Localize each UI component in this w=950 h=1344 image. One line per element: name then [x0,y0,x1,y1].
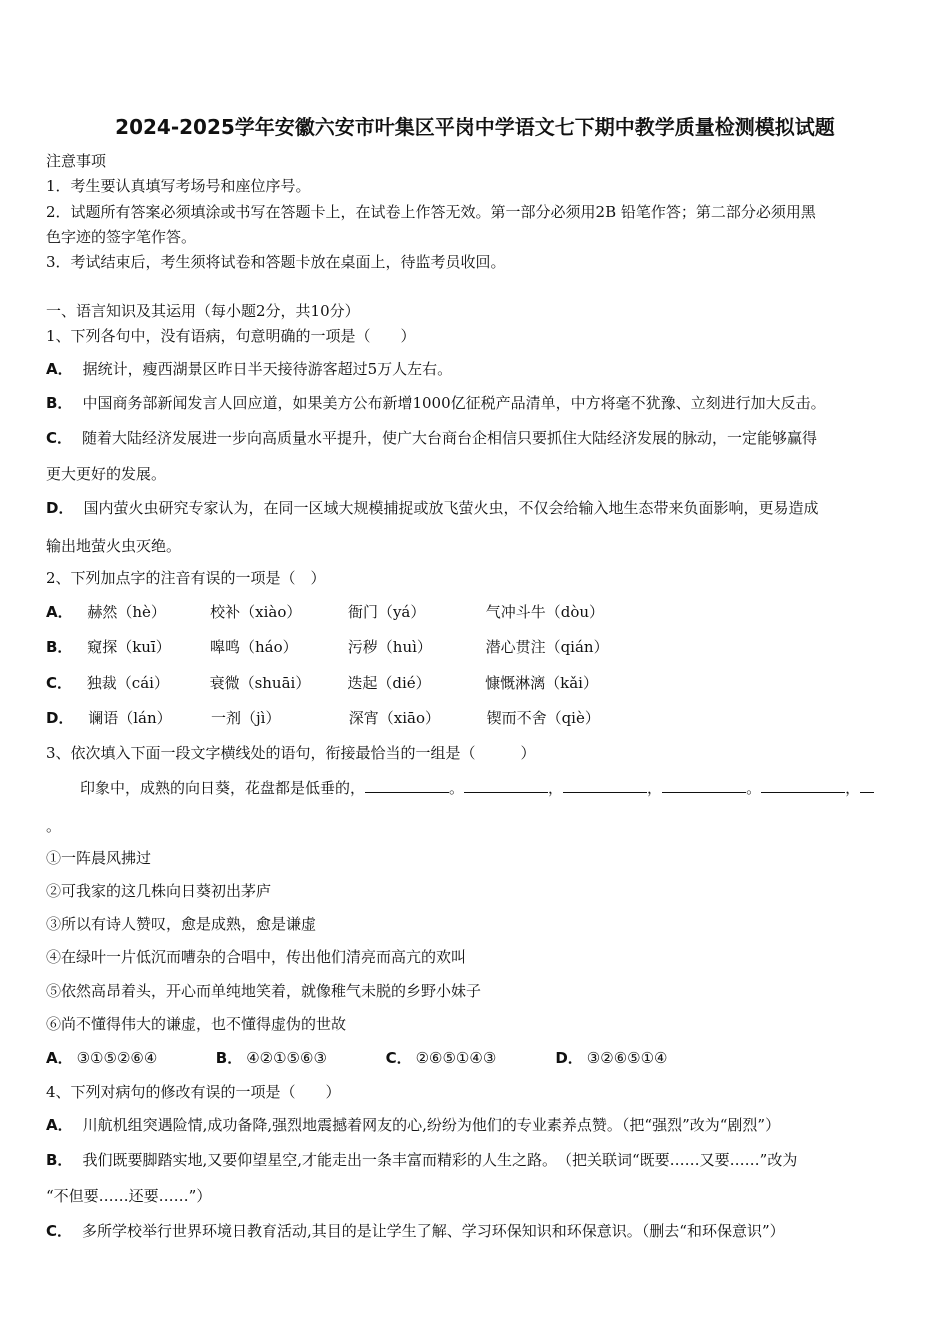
q2-row-c [46,672,598,694]
q4-option-c [46,1220,785,1242]
pinyin-item: 污秽（huì） [347,638,432,656]
punct: ， [548,779,564,797]
q3-item: ④在绿叶一片低沉而嘈杂的合唱中，传出他们清亮而高亢的欢叫 [46,948,467,966]
q3-passage-end: 。 [46,817,62,835]
option-label: B． [215,1049,243,1067]
q2-row-b [46,636,609,658]
option-label: B． [46,394,73,412]
option-text: ②⑥⑤①④③ [415,1049,497,1067]
question-3-stem: 3、依次填入下面一段文字横线处的语句，衔接最恰当的一组是（ ） [46,744,536,762]
pinyin-item: 慷慨淋漓（kǎi） [485,674,598,692]
q3-item: ②可我家的这几株向日葵初出茅庐 [46,882,272,900]
fill-blank[interactable] [365,778,449,793]
fill-blank[interactable] [563,778,647,793]
notice-heading: 注意事项 [46,152,107,170]
q3-passage [80,777,874,799]
pinyin-item: 衰微（shuāi） [209,674,311,692]
pinyin-item: 深宵（xiāo） [348,709,441,727]
option-text: 随着大陆经济发展进一步向高质量水平提升，使广大台商台企相信只要抓住大陆经济发展的脉动，一定能够赢得 [82,429,818,447]
option-label: C． [46,1222,73,1240]
punct: ， [647,779,663,797]
option-text: 我们既要脚踏实地,又要仰望星空,才能走出一条丰富而精彩的人生之路。 （把关联词“既要……又要……”改为 [82,1151,798,1169]
passage-text: 印象中，成熟的向日葵，花盘都是低垂的， [80,779,366,797]
pinyin-item: 窥探（kuī） [87,638,171,656]
q3-item: ①一阵晨风拂过 [46,849,152,867]
option-text: 据统计，瘦西湖景区昨日半天接待游客超过5万人左右。 [82,360,453,378]
pinyin-item: 衙门（yá） [347,603,426,621]
option-label: D． [46,709,74,727]
pinyin-item: 独裁（cái） [86,674,169,692]
q3-item: ③所以有诗人赞叹，愈是成熟，愈是谦虚 [46,915,317,933]
option-text: 中国商务部新闻发言人回应道，如果美方公布新增1000亿征税产品清单，中方将毫不犹豫、立刻进行加大反击。 [82,394,826,412]
choice-b [216,1047,381,1069]
pinyin-item: 赫然（hè） [87,603,166,621]
pinyin-item: 气冲斗牛（dòu） [485,603,605,621]
punct: 。 [449,779,465,797]
fill-blank[interactable] [860,778,874,793]
question-1-stem: 1、下列各句中，没有语病，句意明确的一项是（ ） [46,327,416,345]
option-label: A． [46,1049,73,1067]
notice-item: 1．考生要认真填写考场号和座位序号。 [46,177,311,195]
page-title: 2024-2025学年安徽六安市叶集区平岗中学语文七下期中教学质量检测模拟试题 [115,115,835,139]
q3-item: ⑥尚不懂得伟大的谦虚，也不懂得虚伪的世故 [46,1015,347,1033]
choice-d [555,1047,667,1069]
q2-row-a [46,601,604,623]
option-text: 川航机组突遇险情,成功备降,强烈地震撼着网友的心,纷纷为他们的专业素养点赞。（把“强烈”改为“剧烈”） [82,1116,781,1134]
punct: ， [845,779,861,797]
q4-option-a [46,1114,780,1136]
option-label: A． [46,360,73,378]
pinyin-item: 谰语（lán） [88,709,172,727]
option-label: B． [46,638,73,656]
option-label: D． [46,499,74,517]
fill-blank[interactable] [662,778,746,793]
q1-option-c [46,427,817,449]
q1-option-d-cont: 输出地萤火虫灭绝。 [46,537,182,555]
q3-choices [46,1047,667,1069]
pinyin-item: 校补（xiào） [210,603,302,621]
notice-item: 色字迹的签字笔作答。 [46,228,197,246]
option-label: A． [46,1116,73,1134]
option-label: C． [46,674,73,692]
question-2-stem: 2、下列加点字的注音有误的一项是（ ） [46,569,326,587]
option-text: 国内萤火虫研究专家认为，在同一区域大规模捕捉或放飞萤火虫，不仅会给输入地生态带来负面影响，更易造成 [83,499,819,517]
option-label: D． [555,1049,583,1067]
question-4-stem: 4、下列对病句的修改有误的一项是（ ） [46,1083,341,1101]
q1-option-b [46,392,826,414]
option-label: C． [46,429,73,447]
pinyin-item: 锲而不舍（qiè） [486,709,600,727]
option-text: ③②⑥⑤①④ [586,1049,668,1067]
punct: 。 [746,779,762,797]
q1-option-c-cont: 更大更好的发展。 [46,465,167,483]
pinyin-item: 潜心贯注（qián） [485,638,609,656]
fill-blank[interactable] [464,778,548,793]
section-heading: 一、语言知识及其运用（每小题2分，共10分） [46,302,360,320]
pinyin-item: 迭起（dié） [347,674,431,692]
notice-item: 2．试题所有答案必须填涂或书写在答题卡上，在试卷上作答无效。第一部分必须用2B 铅笔作答；第二部分必须用黑 [46,203,816,221]
q2-row-d [46,707,600,729]
option-text: ③①⑤②⑥④ [76,1049,158,1067]
q1-option-a [46,358,452,380]
pinyin-item: 一剂（jì） [211,709,281,727]
option-label: C． [385,1049,412,1067]
notice-item: 3．考试结束后，考生须将试卷和答题卡放在桌面上，待监考员收回。 [46,253,506,271]
pinyin-item: 嗥鸣（háo） [210,638,298,656]
q3-item: ⑤依然高昂着头，开心而单纯地笑着，就像稚气未脱的乡野小妹子 [46,982,482,1000]
option-label: B． [46,1151,73,1169]
option-label: A． [46,603,73,621]
q4-option-b-cont: “不但要……还要……”） [46,1187,212,1205]
choice-c [386,1047,551,1069]
option-text: 多所学校举行世界环境日教育活动,其目的是让学生了解、学习环保知识和环保意识。（删去“和环保意识”） [82,1222,785,1240]
choice-a [46,1047,211,1069]
q1-option-d [46,497,818,519]
fill-blank[interactable] [761,778,845,793]
option-text: ④②①⑤⑥③ [246,1049,327,1067]
q4-option-b [46,1149,797,1171]
